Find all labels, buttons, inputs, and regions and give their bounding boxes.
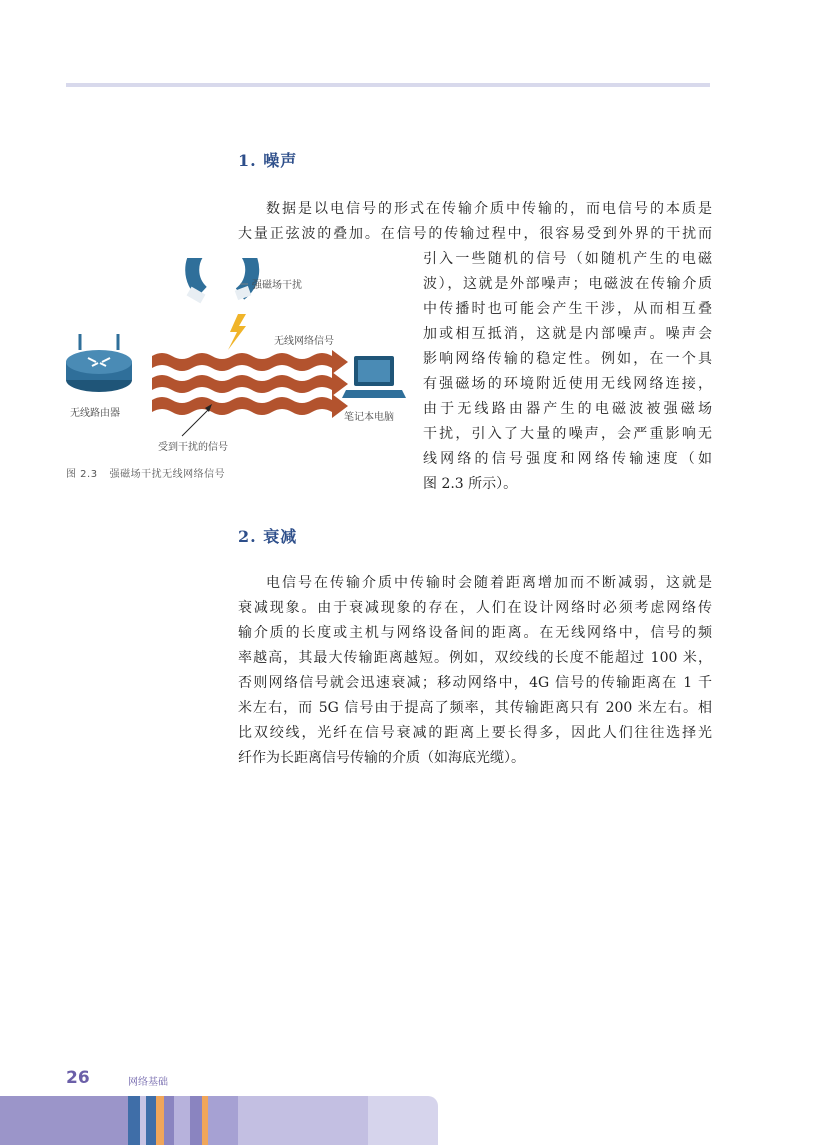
text-line: 干扰，引入了大量的噪声，会严重影响无	[423, 426, 712, 442]
section-heading-noise: 1. 噪声	[238, 151, 298, 170]
band-segment	[208, 1096, 238, 1145]
wave-arrow	[152, 372, 348, 396]
text-line: 大量正弦波的叠加。在信号的传输过程中，很容易受到外界的干扰而	[238, 226, 712, 242]
band-segment	[174, 1096, 190, 1145]
text-line: 线网络的信号强度和网络传输速度（如	[423, 451, 712, 467]
top-rule	[66, 83, 710, 87]
page-number: 26	[66, 1068, 90, 1088]
band-segment	[128, 1096, 140, 1145]
label-router: 无线路由器	[70, 408, 120, 419]
label-magnet: 强磁场干扰	[252, 280, 302, 291]
magnet-icon	[187, 258, 253, 303]
router-icon	[66, 334, 132, 392]
figure-magnet-interference	[62, 258, 408, 458]
text-line: 数据是以电信号的形式在传输介质中传输的，而电信号的本质是	[266, 201, 712, 217]
band-segment	[0, 1096, 128, 1145]
text-line: 电信号在传输介质中传输时会随着距离增加而不断减弱，这就是	[266, 575, 712, 591]
label-signal: 无线网络信号	[274, 336, 334, 347]
band-segment	[146, 1096, 156, 1145]
text-line: 否则网络信号就会迅速衰减；移动网络中，4G 信号的传输距离在 1 千	[238, 675, 712, 691]
section-heading-attenuation: 2. 衰减	[238, 527, 298, 546]
text-line: 加或相互抵消，这就是内部噪声。噪声会	[423, 326, 712, 342]
text-line: 影响网络传输的稳定性。例如，在一个具	[423, 351, 712, 367]
wave-arrow	[152, 350, 348, 374]
band-segment	[368, 1096, 438, 1145]
band-segment	[190, 1096, 202, 1145]
text-line: 中传播时也可能会产生干涉，从而相互叠	[423, 301, 712, 317]
band-segment	[164, 1096, 174, 1145]
text-line: 图 2.3 所示）。	[423, 476, 518, 492]
band-segment	[156, 1096, 164, 1145]
text-line: 由于无线路由器产生的电磁波被强磁场	[423, 401, 712, 417]
figure-caption	[66, 465, 225, 480]
band-segment	[238, 1096, 368, 1145]
text-line: 输介质的长度或主机与网络设备间的距离。在无线网络中，信号的频	[238, 625, 712, 641]
label-disturbed: 受到干扰的信号	[158, 442, 228, 453]
paragraph-attenuation	[238, 571, 712, 771]
label-laptop: 笔记本电脑	[344, 412, 394, 423]
signal-waves	[152, 350, 348, 418]
figure-number: 图 2.3	[66, 469, 98, 480]
text-line: 率越高，其最大传输距离越短。例如，双绞线的长度不能超过 100 米，	[238, 650, 712, 666]
text-line: 有强磁场的环境附近使用无线网络连接，	[423, 376, 712, 392]
text-line: 纤作为长距离信号传输的介质（如海底光缆）。	[238, 750, 525, 766]
text-line: 米左右，而 5G 信号由于提高了频率，其传输距离只有 200 米左右。相	[238, 700, 712, 716]
text-line: 比双绞线，光纤在信号衰减的距离上要长得多，因此人们往往选择光	[238, 725, 712, 741]
book-title: 网络基础	[128, 1077, 168, 1088]
paragraph-noise-intro	[238, 197, 712, 247]
text-line: 波），这就是外部噪声；电磁波在传输介质	[423, 276, 712, 292]
figure-caption-text: 强磁场干扰无线网络信号	[109, 469, 226, 480]
paragraph-noise-wrap	[423, 247, 712, 497]
wave-arrow	[152, 394, 348, 418]
text-line: 引入一些随机的信号（如随机产生的电磁	[423, 251, 712, 267]
lightning-icon	[228, 314, 246, 350]
text-line: 衰减现象。由于衰减现象的存在，人们在设计网络时必须考虑网络传	[238, 600, 712, 616]
laptop-icon	[342, 356, 406, 398]
